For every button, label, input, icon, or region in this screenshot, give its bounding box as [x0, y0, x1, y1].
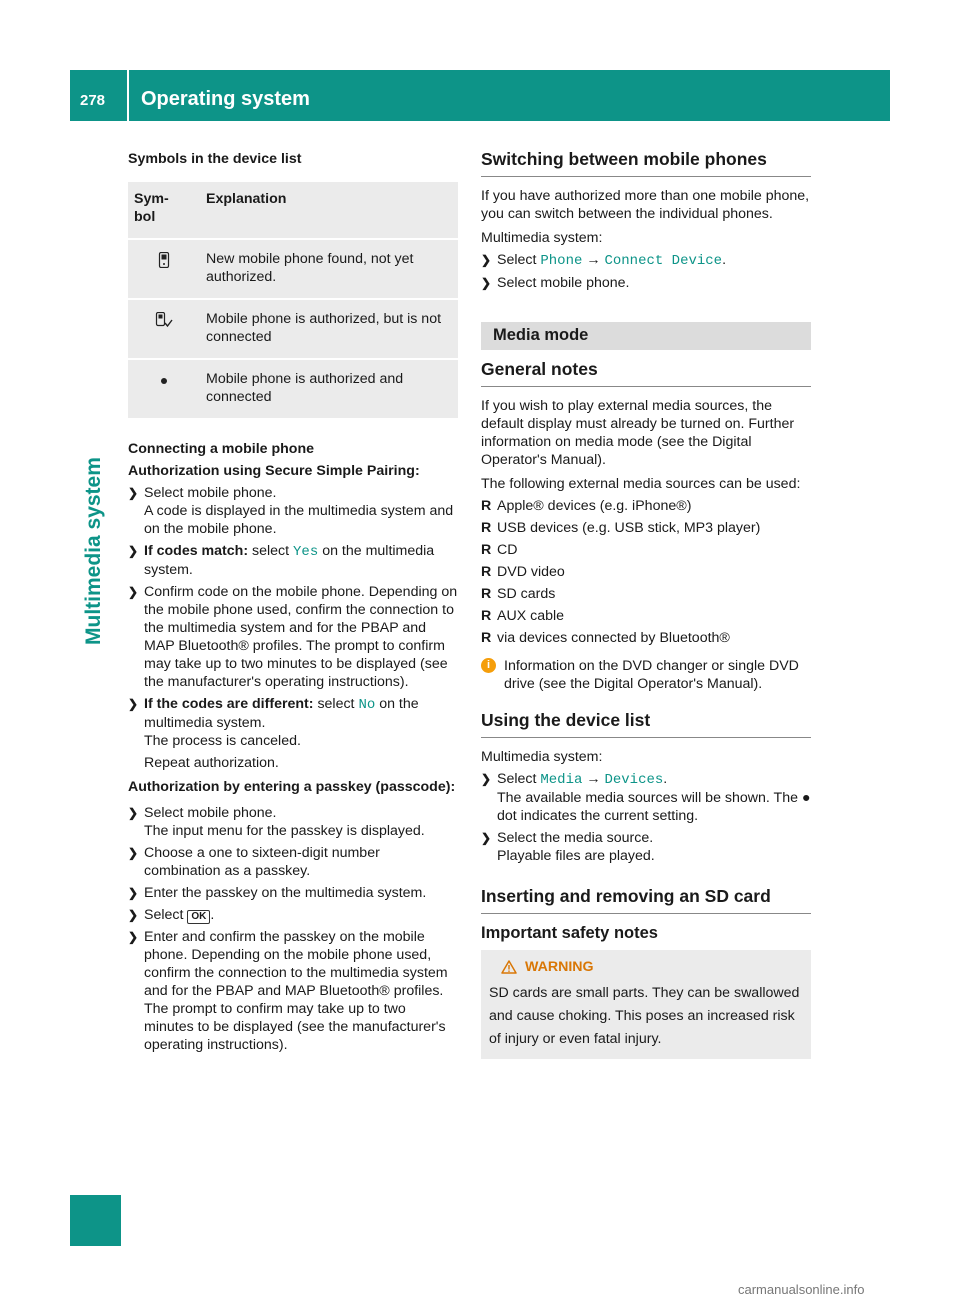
media-mode-band: Media mode [481, 322, 811, 350]
list-item: ❯ Select mobile phone. [481, 275, 630, 291]
table-header-row [128, 182, 458, 239]
list-item: ❯ Select Phone → Connect Device. [481, 252, 727, 269]
step-arrow-icon: ❯ [481, 276, 492, 290]
watermark: carmanualsonline.info [738, 1282, 865, 1297]
bullet-r-icon: R [481, 520, 492, 536]
info-icon: i [481, 658, 496, 673]
list-item: R CD [481, 542, 518, 558]
list-item: ❯ Confirm code on the mobile phone. Depending on the mobile phone used, confirm the connection to the multimedia system and for the PBAP and MAP Bluetooth® profiles. The prompt to confirm may take up to two minutes to be displayed (see the manufacturer's operating instructions). [128, 584, 458, 690]
warning-text: SD cards are small parts. They can be swallowed and cause choking. This poses an increased risk of injury or even fatal injury. [489, 985, 800, 1047]
sd-card-title: Inserting and removing an SD card [481, 887, 811, 914]
connecting-heading: Connecting a mobile phone [128, 441, 315, 457]
switching-text: If you have authorized more than one mobile phone, you can switch between the individual phones. [481, 188, 810, 222]
step-arrow-icon: ❯ [128, 544, 139, 558]
table-row [128, 359, 458, 418]
multimedia-system-label: Multimedia system: [481, 230, 603, 246]
bullet-r-icon: R [481, 608, 492, 624]
warning-triangle-icon [501, 960, 517, 974]
list-item: R USB devices (e.g. USB stick, MP3 player) [481, 520, 761, 536]
table-cell-explanation: New mobile phone found, not yet authorized. [200, 239, 458, 299]
warning-label: WARNING [525, 959, 594, 975]
list-item: ❯ Select OK . [128, 907, 215, 923]
table-cell-explanation: Mobile phone is authorized, but is not connected [200, 299, 458, 359]
sources-intro: The following external media sources can be used: [481, 476, 801, 492]
media-menu-link: Media [540, 772, 583, 788]
symbols-table [128, 182, 458, 418]
side-tab-marker [70, 1195, 121, 1246]
list-item: R AUX cable [481, 608, 565, 624]
left-column [128, 150, 458, 1054]
step-arrow-icon: ❯ [128, 486, 139, 500]
bullet-r-icon: R [481, 564, 492, 580]
step-arrow-icon: ❯ [128, 585, 139, 599]
safety-notes-title: Important safety notes [481, 924, 658, 942]
ssp-heading: Authorization using Secure Simple Pairing: [128, 463, 420, 479]
table-header-symbol: Sym- bol [128, 182, 200, 239]
step-arrow-icon: ❯ [128, 886, 139, 900]
step-arrow-icon: ❯ [128, 697, 139, 711]
multimedia-system-label: Multimedia system: [481, 749, 603, 765]
switching-title: Switching between mobile phones [481, 150, 811, 177]
page-title: Operating system [141, 88, 310, 110]
general-notes-text: If you wish to play external media sources, the default display must already be turned on. Further information on media mode (see the Digital Operator's Manual). [481, 398, 795, 468]
step-arrow-icon: ❯ [128, 846, 139, 860]
list-item: R DVD video [481, 564, 565, 580]
bullet-r-icon: R [481, 586, 492, 602]
page-number: 278 [80, 92, 106, 109]
step-arrow-icon: ❯ [481, 253, 492, 267]
yes-softkey: Yes [293, 544, 319, 560]
phone-menu-link: Phone [540, 253, 583, 269]
step-arrow-icon: ❯ [128, 908, 139, 922]
list-item: ❯ Select the media source. Playable files are played. [481, 830, 655, 864]
info-note: i Information on the DVD changer or single DVD drive (see the Digital Operator's Manual). [481, 657, 811, 693]
phone-icon [158, 252, 170, 268]
devices-link: Devices [604, 772, 664, 788]
right-column [481, 150, 811, 1059]
list-item: R SD cards [481, 586, 556, 602]
bullet-r-icon: R [481, 542, 492, 558]
list-item: ❯ Enter and confirm the passkey on the mobile phone. Depending on the mobile phone used, confirm the connection to the multimedia system and for the PBAP and MAP Bluetooth® profiles. The prompt to confirm may take up to two minutes to be displayed (see the manufacturer's operating instructions). [128, 929, 448, 1053]
ok-key-icon: OK [187, 910, 210, 924]
bullet-r-icon: R [481, 498, 492, 514]
table-row [128, 299, 458, 359]
connect-device-link: Connect Device [604, 253, 723, 269]
no-softkey: No [358, 697, 376, 713]
list-item: ❯ If codes match: select Yes on the multimedia system. [128, 543, 435, 578]
dot-icon [160, 377, 168, 385]
step-arrow-icon: ❯ [128, 806, 139, 820]
phone-check-icon [155, 312, 173, 328]
step-arrow-icon: ❯ [481, 772, 492, 786]
list-item: ❯ If the codes are different: select No on the multimedia system. The process is canceled. Repeat authorization. [128, 696, 419, 771]
table-cell-explanation: Mobile phone is authorized and connected [200, 359, 458, 418]
list-item: R Apple® devices (e.g. iPhone®) [481, 498, 692, 514]
table-header-explanation: Explanation [200, 182, 458, 239]
device-list-title: Using the device list [481, 711, 811, 738]
bullet-r-icon: R [481, 630, 492, 646]
list-item: ❯ Select Media → Devices. The available media sources will be shown. The ● dot indicates the current setting. [481, 771, 811, 824]
list-item: ❯ Choose a one to sixteen-digit number combination as a passkey. [128, 845, 380, 879]
general-notes-title: General notes [481, 360, 811, 387]
step-arrow-icon: ❯ [128, 930, 139, 944]
list-item: ❯ Select mobile phone. A code is displayed in the multimedia system and on the mobile phone. [128, 485, 454, 537]
step-arrow-icon: ❯ [481, 831, 492, 845]
list-item: R via devices connected by Bluetooth® [481, 630, 730, 646]
list-item: ❯ Select mobile phone. The input menu for the passkey is displayed. [128, 805, 425, 839]
passkey-heading: Authorization by entering a passkey (passcode): [128, 779, 456, 795]
side-tab-label: Multimedia system [82, 457, 105, 645]
table-row [128, 239, 458, 299]
warning-box [481, 950, 811, 1059]
list-item: ❯ Enter the passkey on the multimedia system. [128, 885, 427, 901]
header-divider [127, 70, 129, 121]
symbols-heading: Symbols in the device list [128, 151, 302, 167]
